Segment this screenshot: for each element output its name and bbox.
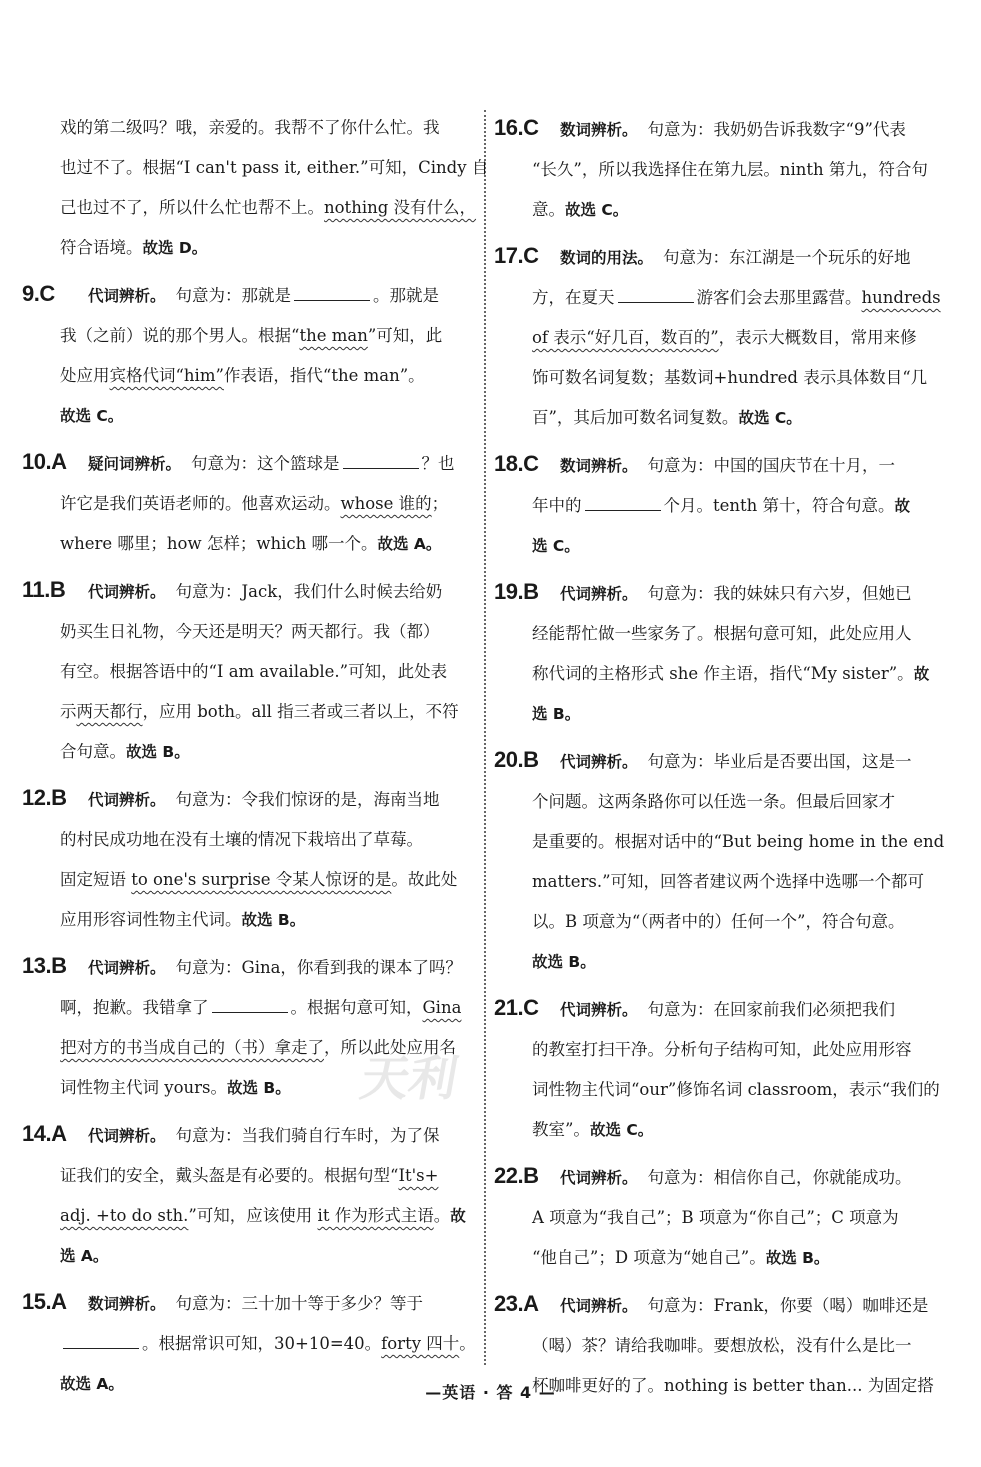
answer-item-16 xyxy=(494,108,950,230)
answer-item-17 xyxy=(494,236,950,438)
text-line xyxy=(22,1028,474,1068)
text-line: 也过不了。根据“I can't pass it, either.”可知，Cindy 自 xyxy=(60,158,489,177)
question-number: 11.B xyxy=(22,577,66,602)
text: 百”，其后加可数名词复数。 xyxy=(532,408,739,427)
key-phrase: of 表示“好几百，数百的” xyxy=(532,328,719,347)
text-line xyxy=(494,398,950,438)
question-number: 19.B xyxy=(494,579,539,604)
text-line: 的村民成功地在没有土壤的情况下栽培出了草莓。 xyxy=(60,830,423,849)
left-column xyxy=(22,108,489,1404)
question-category: 数词辨析。 xyxy=(88,1295,166,1313)
text-line xyxy=(22,1324,474,1364)
text-line xyxy=(494,1156,950,1198)
text-line xyxy=(494,318,950,358)
text-line: 以。B 项意为“（两者中的）任何一个”，符合句意。 xyxy=(532,912,905,931)
key-phrase: 把对方的书当成自己的（书）拿走了 xyxy=(60,1038,324,1057)
text-line xyxy=(494,190,950,230)
text-line xyxy=(22,356,474,396)
answer-choice: 故选 C。 xyxy=(565,201,629,219)
text: “他自己”；D 项意为“她自己”。 xyxy=(532,1248,766,1267)
text: 句意为：毕业后是否要出国，这是一 xyxy=(647,752,912,771)
text: 个月。tenth 第十，符合句意。 xyxy=(663,496,895,515)
text: 句意为：令我们惊讶的是，海南当地 xyxy=(175,790,440,809)
answer-choice: 故选 A。 xyxy=(60,1375,124,1393)
answer-blank xyxy=(343,454,419,469)
question-category: 代词辨析。 xyxy=(560,1297,638,1315)
text: 。根据常识可知，30+10=40。 xyxy=(142,1334,382,1353)
key-phrase: whose 谁的 xyxy=(340,494,432,513)
key-phrase: Gina xyxy=(422,998,462,1017)
text: 词性物主代词 yours。 xyxy=(60,1078,227,1097)
text-line xyxy=(494,1110,950,1150)
text-line xyxy=(494,486,950,526)
text-line xyxy=(494,572,950,614)
text-line xyxy=(494,108,950,150)
answer-item-11 xyxy=(22,570,474,772)
text: 示 xyxy=(60,702,77,721)
answer-choice: 故选 B。 xyxy=(126,743,190,761)
text-line xyxy=(494,654,950,694)
text: 句意为：这个篮球是 xyxy=(191,454,340,473)
text-line xyxy=(494,942,950,982)
question-number: 20.B xyxy=(494,747,539,772)
text: ，所以此处应用名 xyxy=(324,1038,456,1057)
text-line xyxy=(22,946,474,988)
key-phrase: adj. +to do sth. xyxy=(60,1206,189,1225)
answer-choice: 故选 B。 xyxy=(241,911,306,929)
text-line xyxy=(494,236,950,278)
question-category: 数词辨析。 xyxy=(560,121,638,139)
question-category: 代词辨析。 xyxy=(88,959,166,977)
column-divider xyxy=(484,110,486,1365)
text: ？也 xyxy=(421,454,455,473)
answer-item-18 xyxy=(494,444,950,566)
answer-item-14 xyxy=(22,1114,474,1276)
question-number: 12.B xyxy=(22,785,67,810)
text-line xyxy=(22,274,474,316)
text-line xyxy=(22,570,474,612)
text-line xyxy=(494,526,950,566)
text: ； xyxy=(431,494,449,513)
text-line xyxy=(22,692,474,732)
text: 句意为：Jack，我们什么时候去给奶 xyxy=(175,582,443,601)
question-category: 代词辨析。 xyxy=(88,287,166,305)
text-line xyxy=(22,316,474,356)
text: 句意为：在回家前我们必须把我们 xyxy=(647,1000,896,1019)
text: where 哪里；how 怎样；which 哪一个。 xyxy=(60,534,378,553)
question-category: 代词辨析。 xyxy=(560,1169,638,1187)
text-line xyxy=(494,694,950,734)
text-line: 的教室打扫干净。分析句子结构可知，此处应用形容 xyxy=(532,1040,912,1059)
key-phrase: to one's surprise 令某人惊讶的是 xyxy=(131,870,392,889)
text-line xyxy=(494,278,950,318)
text-line: 是重要的。根据对话中的“But being home in the end xyxy=(532,832,945,851)
text-line: 杯咖啡更好的了。nothing is better than... 为固定搭 xyxy=(532,1376,934,1395)
answer-item-19 xyxy=(494,572,950,734)
text-line xyxy=(22,1196,474,1236)
text: 处应用 xyxy=(60,366,110,385)
answer-choice: 选 B。 xyxy=(532,705,581,723)
text: 句意为：当我们骑自行车时，为了保 xyxy=(175,1126,440,1145)
key-phrase: hundreds xyxy=(861,288,941,307)
answer-choice: 故 xyxy=(450,1207,466,1225)
question-number: 13.B xyxy=(22,953,67,978)
question-category: 代词辨析。 xyxy=(560,585,638,603)
question-category: 代词辨析。 xyxy=(88,583,166,601)
text: 作表语，指代“the man”。 xyxy=(223,366,425,385)
answer-blank xyxy=(618,288,694,303)
text: 教室”。 xyxy=(532,1120,590,1139)
text-line: 经能帮忙做一些家务了。根据句意可知，此处应用人 xyxy=(532,624,912,643)
key-phrase: 两天都行 xyxy=(76,702,143,721)
answer-choice: 故 xyxy=(913,665,930,683)
question-category: 代词辨析。 xyxy=(88,791,166,809)
question-category: 代词辨析。 xyxy=(560,753,638,771)
question-number: 14.A xyxy=(22,1121,67,1146)
text-line xyxy=(22,860,474,900)
answer-choice: 故选 B。 xyxy=(532,953,596,971)
text: ”可知，应该使用 xyxy=(188,1206,318,1225)
key-phrase: the man xyxy=(299,326,368,345)
answer-choice: 选 C。 xyxy=(532,537,580,555)
text: 句意为：三十加十等于多少？等于 xyxy=(175,1294,424,1313)
text-line xyxy=(22,396,474,436)
question-number: 22.B xyxy=(494,1163,539,1188)
text: ，应用 both。all 指三者或三者以上，不符 xyxy=(142,702,459,721)
answer-item-21 xyxy=(494,988,950,1150)
text: 句意为：我的妹妹只有六岁，但她已 xyxy=(647,584,912,603)
text: 年中的 xyxy=(532,496,582,515)
text: 句意为：中国的国庆节在十月，一 xyxy=(647,456,896,475)
answer-item-10 xyxy=(22,442,474,564)
text-line: matters.”可知，回答者建议两个选择中选哪一个都可 xyxy=(532,872,925,891)
answer-choice: 故选 B。 xyxy=(226,1079,291,1097)
text: 证我们的安全，戴头盔是有必要的。根据句型“ xyxy=(60,1166,399,1185)
answer-choice: 故 xyxy=(894,497,911,515)
text: 应用形容词性物主代词。 xyxy=(60,910,242,929)
text-line xyxy=(494,988,950,1030)
text-line xyxy=(22,1068,474,1108)
text-line: 词性物主代词“our”修饰名词 classroom，表示“我们的 xyxy=(532,1080,940,1099)
answer-blank xyxy=(585,496,661,511)
answer-item-22 xyxy=(494,1156,950,1278)
text-line xyxy=(22,1282,474,1324)
text-line: 戏的第二级吗？哦，亲爱的。我帮不了你什么忙。我 xyxy=(60,118,440,137)
question-number: 15.A xyxy=(22,1289,67,1314)
text-line: A 项意为“我自己”；B 项意为“你自己”；C 项意为 xyxy=(532,1208,899,1227)
text-line xyxy=(494,444,950,486)
question-number: 10.A xyxy=(22,449,67,474)
question-category: 数词辨析。 xyxy=(560,457,638,475)
text: 句意为：Frank，你要（喝）咖啡还是 xyxy=(647,1296,929,1315)
answer-blank xyxy=(63,1334,139,1349)
answer-choice: 故选 C。 xyxy=(60,407,124,425)
answer-choice: 故选 A。 xyxy=(377,535,442,553)
text: 句意为：Gina，你看到我的课本了吗？ xyxy=(175,958,462,977)
text-line xyxy=(22,732,474,772)
text: 游客们会去那里露营。 xyxy=(696,288,862,307)
question-number: 16.C xyxy=(494,115,539,140)
watermark: 天利 xyxy=(356,1051,463,1107)
text: 。故此处 xyxy=(391,870,458,889)
text: 句意为：我奶奶告诉我数字“9”代表 xyxy=(647,120,906,139)
question-number: 17.C xyxy=(494,243,539,268)
key-phrase: It's+ xyxy=(398,1166,439,1185)
right-column xyxy=(494,108,950,1406)
text: 我（之前）说的那个男人。根据“ xyxy=(60,326,300,345)
text-line xyxy=(22,1156,474,1196)
text-line: 个问题。这两条路你可以任选一条。但最后回家才 xyxy=(532,792,895,811)
text-line xyxy=(22,228,474,268)
answer-choice: 故选 D。 xyxy=(142,239,208,257)
text-line xyxy=(494,1238,950,1278)
text: 。那就是 xyxy=(373,286,440,305)
question-category: 代词辨析。 xyxy=(88,1127,166,1145)
answer-item-12 xyxy=(22,778,474,940)
answer-choice: 选 A。 xyxy=(60,1247,109,1265)
text: 意。 xyxy=(532,200,565,219)
key-phrase: forty 四十 xyxy=(381,1334,460,1353)
text-line xyxy=(22,442,474,484)
question-number: 18.C xyxy=(494,451,539,476)
text-line xyxy=(22,484,474,524)
text: 。根据句意可知， xyxy=(290,998,423,1017)
text: ，表示大概数目，常用来修 xyxy=(718,328,917,347)
text: 固定短语 xyxy=(60,870,132,889)
text-line: 奶买生日礼物，今天还是明天？两天都行。我（都） xyxy=(60,622,440,641)
answer-item-13 xyxy=(22,946,474,1108)
text-line xyxy=(22,1114,474,1156)
text: 句意为：相信你自己，你就能成功。 xyxy=(647,1168,912,1187)
key-phrase: 宾格代词“him” xyxy=(109,366,224,385)
text: 啊，抱歉。我错拿了 xyxy=(60,998,209,1017)
text-line: 饰可数名词复数；基数词+hundred 表示具体数目“几 xyxy=(532,368,928,387)
question-category: 疑问词辨析。 xyxy=(88,455,182,473)
answer-item-8-continued xyxy=(22,108,489,268)
text: 方，在夏天 xyxy=(532,288,615,307)
text: 句意为：那就是 xyxy=(175,286,292,305)
text: 。 xyxy=(459,1334,476,1353)
question-number: 21.C xyxy=(494,995,539,1020)
text-line: （喝）茶？请给我咖啡。要想放松，没有什么是比一 xyxy=(532,1336,912,1355)
text-line xyxy=(22,778,474,820)
text-line xyxy=(22,988,474,1028)
text: 符合语境。 xyxy=(60,238,143,257)
text-line xyxy=(22,1236,474,1276)
text: 许它是我们英语老师的。他喜欢运动。 xyxy=(60,494,341,513)
text-line xyxy=(494,1284,950,1326)
answer-blank xyxy=(294,286,370,301)
text: 己也过不了，所以什么忙也帮不上。 xyxy=(60,198,324,217)
answer-choice: 故选 C。 xyxy=(738,409,802,427)
text-line xyxy=(494,740,950,782)
text: 句意为：东江湖是一个玩乐的好地 xyxy=(663,248,911,267)
page-footer: —英语 · 答 4 — xyxy=(425,1383,556,1402)
answer-choice: 故选 B。 xyxy=(765,1249,830,1267)
text-line: “长久”，所以我选择住在第九层。ninth 第九，符合句 xyxy=(532,160,928,179)
text-line xyxy=(22,900,474,940)
key-phrase: nothing 没有什么， xyxy=(324,198,477,217)
text-line: 有空。根据答语中的“I am available.”可知，此处表 xyxy=(60,662,448,681)
text: 合句意。 xyxy=(60,742,126,761)
question-number: 23.A xyxy=(494,1291,539,1316)
text: ”可知，此 xyxy=(367,326,443,345)
answer-item-9 xyxy=(22,274,474,436)
key-phrase: it 作为形式主语 xyxy=(317,1206,434,1225)
question-category: 代词辨析。 xyxy=(560,1001,638,1019)
text: 。 xyxy=(433,1206,451,1225)
answer-choice: 故选 C。 xyxy=(589,1121,654,1139)
text-line xyxy=(22,188,477,228)
question-category: 数词的用法。 xyxy=(560,249,654,267)
question-number: 9.C xyxy=(22,281,55,306)
answer-blank xyxy=(212,998,288,1013)
text: 称代词的主格形式 she 作主语，指代“My sister”。 xyxy=(532,664,914,683)
answer-item-20 xyxy=(494,740,950,982)
text-line xyxy=(22,524,474,564)
